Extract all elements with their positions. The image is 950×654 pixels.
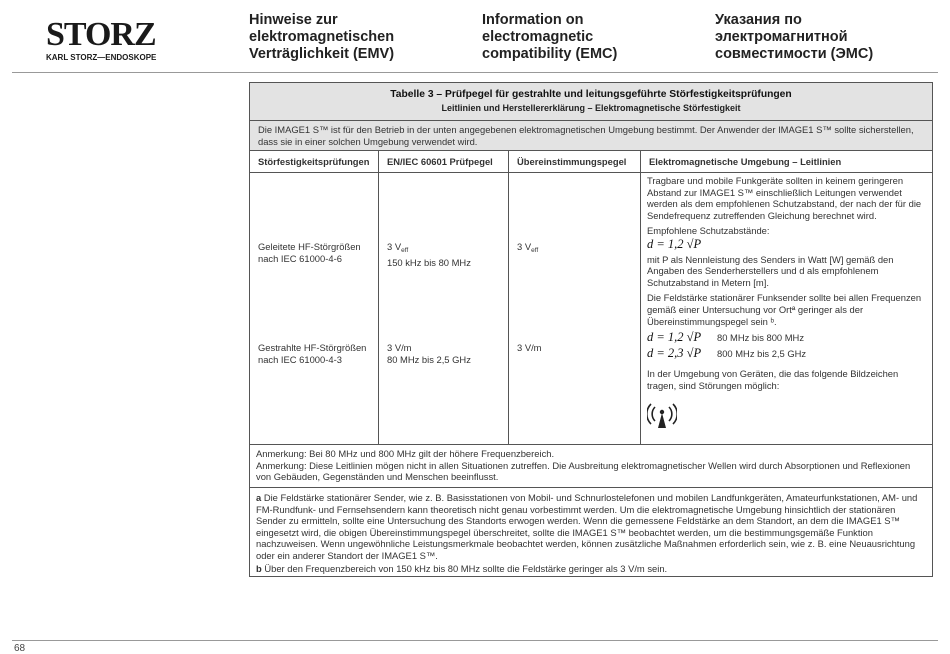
guidance-paragraph-2: Empfohlene Schutzabstände: bbox=[647, 225, 770, 237]
conducted-level-range: 150 kHz bis 80 MHz bbox=[387, 256, 471, 268]
logo-wordmark: STORZ bbox=[46, 16, 156, 53]
column-header-test-level: EN/IEC 60601 Prüfpegel bbox=[379, 151, 509, 172]
non-ionizing-radiation-icon bbox=[647, 401, 677, 429]
guidance-paragraph-5: In der Umgebung von Geräten, die das folgende Bildzeichen tragen, sind Störungen möglich: bbox=[647, 368, 899, 391]
radiated-level-value: 3 V/m bbox=[387, 342, 412, 353]
header-english: Information on electromagnetic compatibility (EMC) bbox=[482, 12, 618, 62]
footnote-b-label: b bbox=[256, 562, 262, 574]
note-1: Anmerkung: Bei 80 MHz und 800 MHz gilt der höhere Frequenzbereich. bbox=[256, 448, 555, 459]
karl-storz-logo bbox=[46, 16, 157, 62]
radiated-test-level bbox=[387, 342, 471, 365]
footnote-a-label: a bbox=[256, 492, 262, 503]
conducted-level-value: 3 V bbox=[387, 241, 402, 252]
footer-divider bbox=[12, 640, 938, 641]
table-intro: Die IMAGE1 S™ ist für den Betrieb in der unten angegebenen elektromagnetischen Umgebung bestimmt. Der Anwender der IMAGE1 S™ sollte sicherstellen, dass sie in einer solchen Umgebung verwendet wird. bbox=[250, 121, 932, 151]
formula-low-band: d = 1,2 √P bbox=[647, 330, 702, 345]
radiated-level-range: 80 MHz bis 2,5 GHz bbox=[387, 353, 471, 365]
footnote-a-text: Die Feldstärke stationärer Sender, wie z. B. Basisstationen von Mobil- und Schnurlostelefonen und mobilen Landfunkgeräten, Amateurfunkstationen, AM- und FM-Rundfunk- und Fernsehsendern kann theoretisch nicht genau vorbestimmt werden. Um die elektromagnetische Umgebung hinsichtlich der stationären Sender zu ermitteln, sollte eine Untersuchung des Standorts erwogen werden. Wenn die gemessene Feldstärke an dem Standort, an dem die IMAGE1 S™ eingesetzt wird, die obigen Übereinstimmungspegel überschreitet, sollte die IMAGE1 S™ beobachtet werden, um die bestimmungsgemäße Funktion nachzuweisen. Wenn ungewöhnliche Leistungsmerkmale beobachtet werden, können zusätzliche Maßnahmen erforderlich sein, wie z. B. eine Neuausrichtung oder ein anderer Standort der IMAGE1 S™. bbox=[256, 492, 918, 561]
logo-tagline: KARL STORZ—ENDOSKOPE bbox=[46, 53, 157, 62]
table-title-bar bbox=[250, 83, 932, 121]
note-2: Anmerkung: Diese Leitlinien mögen nicht in allen Situationen zutreffen. Die Ausbreitung elektromagnetischer Wellen wird durch Absorptionen und Reflexionen von Gebäuden, Gegenständen und Menschen beeinflusst. bbox=[256, 459, 911, 483]
guidance-paragraph-4: Die Feldstärke stationärer Funksender sollte bei allen Frequenzen gemäß einer Untersuchung vor Ortª geringer als der Übereinstimmungspegel sein ᵇ. bbox=[647, 292, 922, 327]
formula-row-low-band bbox=[647, 330, 926, 346]
test-cell bbox=[250, 173, 379, 444]
column-header-guidance: Elektromagnetische Umgebung – Leitlinien bbox=[649, 156, 842, 167]
footnote-b bbox=[256, 563, 926, 575]
conducted-test-level bbox=[387, 241, 471, 268]
column-header-compliance-level: Übereinstimmungspegel bbox=[509, 151, 641, 172]
conducted-level-subscript: eff bbox=[401, 247, 409, 254]
footnotes-row bbox=[250, 488, 932, 576]
page-number: 68 bbox=[14, 643, 26, 654]
formula-high-band-range: 800 MHz bis 2,5 GHz bbox=[717, 348, 807, 360]
guidance-paragraph-3: mit P als Nennleistung des Senders in Watt [W] gemäß den Angaben des Senderherstellers und d als empfohlenem Schutzabstand in Metern [m]. bbox=[647, 253, 894, 288]
conducted-compliance-value: 3 V bbox=[517, 241, 532, 252]
header-german: Hinweise zur elektromagnetischen Verträglichkeit (EMV) bbox=[249, 12, 395, 62]
conducted-test-label: Geleitete HF-Störgrößen nach IEC 61000-4-6 bbox=[258, 241, 361, 264]
header-russian: Указания по электромагнитной совместимости (ЭМС) bbox=[715, 12, 874, 62]
header-divider bbox=[12, 72, 938, 73]
table-body-row bbox=[250, 173, 932, 445]
column-header-test: Störfestigkeitsprüfungen bbox=[250, 151, 379, 172]
table-subtitle: Leitlinien und Herstellererklärung – Elektromagnetische Störfestigkeit bbox=[441, 103, 741, 113]
conducted-compliance-level bbox=[517, 241, 538, 257]
formula-low-band-range: 80 MHz bis 800 MHz bbox=[717, 332, 805, 344]
guidance-paragraph-1: Tragbare und mobile Funkgeräte sollten in keinem geringeren Abstand zur IMAGE1 S™ einschließlich Leitungen verwendet werden als dem empfohlenen Schutzabstand, der nach der für die Sendefrequenz zutreffenden Gleichung berechnet wird. bbox=[647, 175, 922, 221]
emc-immunity-table bbox=[249, 82, 933, 577]
formula-general: d = 1,2 √P bbox=[647, 236, 702, 251]
table-title: Tabelle 3 – Prüfpegel für gestrahlte und leitungsgeführte Störfestigkeitsprüfungen bbox=[390, 89, 792, 100]
footnote-b-text: Über den Frequenzbereich von 150 kHz bis 80 MHz sollte die Feldstärke geringer als 3 V/m sein. bbox=[264, 562, 668, 574]
compliance-level-cell bbox=[509, 173, 641, 444]
radiated-compliance-level: 3 V/m bbox=[517, 342, 542, 353]
conducted-compliance-subscript: eff bbox=[531, 247, 539, 254]
radiated-test-label: Gestrahlte HF-Störgrößen nach IEC 61000-4-3 bbox=[258, 342, 367, 365]
formula-high-band: d = 2,3 √P bbox=[647, 346, 702, 361]
test-level-cell bbox=[379, 173, 509, 444]
notes-row bbox=[250, 445, 932, 488]
footnote-a bbox=[256, 492, 926, 562]
guidance-cell bbox=[641, 173, 932, 444]
formula-row-high-band bbox=[647, 346, 926, 362]
table-header-row bbox=[250, 151, 932, 173]
